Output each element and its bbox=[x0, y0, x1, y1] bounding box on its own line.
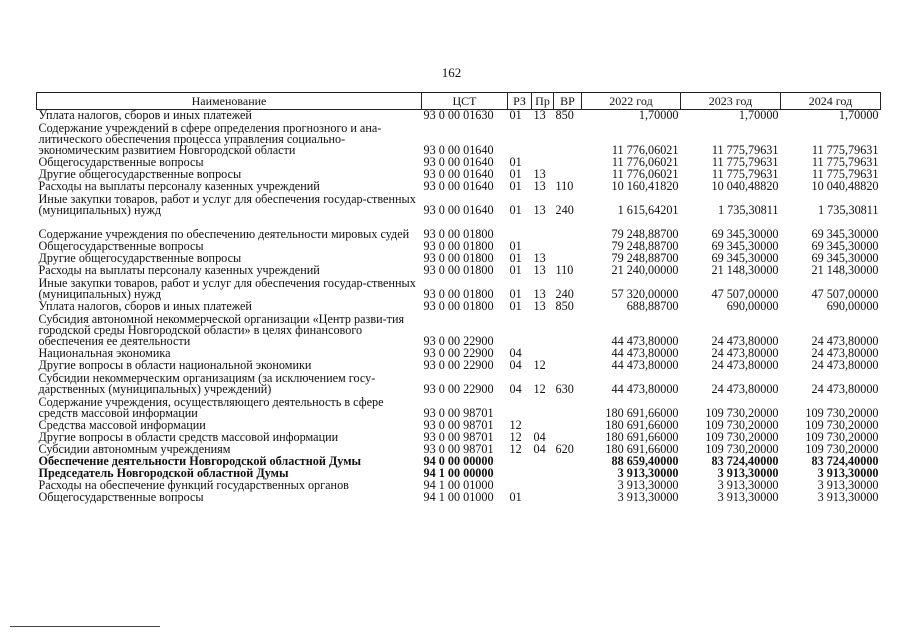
row-name: Общегосударственные вопросы bbox=[38, 155, 204, 170]
row-pr: 13 bbox=[533, 179, 546, 194]
row-2022: 180 691,66000 bbox=[605, 430, 679, 445]
row-2023: 109 730,20000 bbox=[705, 406, 779, 421]
row-vr: 240 bbox=[555, 203, 574, 218]
row-2023: 10 040,48820 bbox=[711, 179, 779, 194]
row-2023: 21 148,30000 bbox=[711, 263, 779, 278]
table-row bbox=[37, 181, 881, 193]
row-rz bbox=[508, 313, 532, 348]
row-2022: 180 691,66000 bbox=[605, 442, 679, 457]
table-row bbox=[37, 360, 881, 372]
row-2023: 109 730,20000 bbox=[705, 430, 779, 445]
row-2022: 11 776,06021 bbox=[611, 155, 679, 170]
row-rz: 12 bbox=[509, 442, 522, 457]
row-cst: 94 0 00 00000 bbox=[423, 454, 494, 469]
row-2023: 69 345,30000 bbox=[711, 251, 779, 266]
row-name: Другие вопросы в области национальной экономики bbox=[38, 358, 312, 373]
row-pr: 13 bbox=[533, 263, 546, 278]
row-rz: 01 bbox=[509, 108, 522, 123]
table-body bbox=[37, 110, 881, 504]
row-rz: 01 bbox=[509, 203, 522, 218]
row-cst: 93 0 00 22900 bbox=[423, 334, 494, 349]
table-row bbox=[37, 110, 881, 122]
row-vr: 240 bbox=[555, 287, 574, 302]
header-vr: ВР bbox=[554, 93, 582, 110]
row-2022: 1 615,64201 bbox=[617, 203, 679, 218]
row-2024: 24 473,80000 bbox=[811, 346, 879, 361]
row-2024: 109 730,20000 bbox=[805, 430, 879, 445]
row-rz: 04 bbox=[509, 346, 522, 361]
row-vr: 110 bbox=[555, 263, 574, 278]
row-2022: 3 913,30000 bbox=[617, 466, 679, 481]
row-name: Иные закупки товаров, работ и услуг для обеспечения государ-ственных (муниципальных) нужд bbox=[38, 191, 416, 218]
row-2024: 24 473,80000 bbox=[811, 358, 879, 373]
row-2022: 688,88700 bbox=[626, 299, 679, 314]
row-name: Другие вопросы в области средств массовой информации bbox=[38, 430, 339, 445]
row-vr: 850 bbox=[555, 299, 574, 314]
row-pr bbox=[532, 313, 554, 348]
row-2022: 44 473,80000 bbox=[611, 346, 679, 361]
row-rz: 12 bbox=[509, 418, 522, 433]
table-row bbox=[37, 193, 881, 217]
row-rz bbox=[508, 122, 532, 157]
row-2023: 24 473,80000 bbox=[711, 346, 779, 361]
row-cst: 93 0 00 98701 bbox=[423, 418, 494, 433]
row-2023: 109 730,20000 bbox=[705, 442, 779, 457]
row-2022: 44 473,80000 bbox=[611, 382, 679, 397]
row-2022: 10 160,41820 bbox=[611, 179, 679, 194]
row-2023: 83 724,40000 bbox=[711, 454, 779, 469]
row-2023: 69 345,30000 bbox=[711, 239, 779, 254]
table-row bbox=[37, 372, 881, 396]
page-number: 162 bbox=[441, 65, 462, 80]
row-cst: 93 0 00 01640 bbox=[423, 143, 494, 158]
row-rz bbox=[508, 217, 532, 241]
table-row bbox=[37, 265, 881, 277]
row-2023: 24 473,80000 bbox=[711, 358, 779, 373]
row-2023: 24 473,80000 bbox=[711, 382, 779, 397]
row-cst: 93 0 00 01800 bbox=[423, 227, 494, 242]
row-vr: 110 bbox=[555, 179, 574, 194]
row-rz: 01 bbox=[509, 251, 522, 266]
row-2022: 3 913,30000 bbox=[617, 478, 679, 493]
row-rz: 01 bbox=[509, 299, 522, 314]
row-cst: 93 0 00 01640 bbox=[423, 179, 494, 194]
row-cst: 93 0 00 01800 bbox=[423, 287, 494, 302]
row-name: Расходы на обеспечение функций государственных органов bbox=[38, 478, 349, 493]
row-2023: 11 775,79631 bbox=[711, 167, 779, 182]
row-2024: 21 148,30000 bbox=[811, 263, 879, 278]
row-2024: 11 775,79631 bbox=[811, 143, 879, 158]
row-rz bbox=[508, 468, 532, 480]
row-2024: 10 040,48820 bbox=[811, 179, 879, 194]
header-rz: РЗ bbox=[508, 93, 532, 110]
row-rz: 01 bbox=[509, 239, 522, 254]
row-pr: 04 bbox=[533, 430, 546, 445]
row-pr: 12 bbox=[533, 358, 546, 373]
row-pr: 13 bbox=[533, 287, 546, 302]
table-row bbox=[37, 313, 881, 348]
row-pr bbox=[532, 492, 554, 504]
budget-table bbox=[36, 92, 881, 504]
row-2022: 57 320,00000 bbox=[611, 287, 679, 302]
row-2022: 1,70000 bbox=[638, 108, 679, 123]
row-2022: 3 913,30000 bbox=[617, 490, 679, 505]
row-2022: 21 240,00000 bbox=[611, 263, 679, 278]
row-rz: 01 bbox=[509, 263, 522, 278]
row-cst: 93 0 00 01640 bbox=[423, 203, 494, 218]
row-name: Средства массовой информации bbox=[38, 418, 206, 433]
table-row bbox=[37, 277, 881, 301]
row-2024: 69 345,30000 bbox=[811, 227, 879, 242]
table-row bbox=[37, 492, 881, 504]
row-rz: 04 bbox=[509, 358, 522, 373]
row-vr bbox=[554, 122, 582, 157]
table-header-row bbox=[37, 93, 881, 110]
row-2024: 11 775,79631 bbox=[811, 155, 879, 170]
row-name: Уплата налогов, сборов и иных платежей bbox=[38, 299, 252, 314]
row-cst: 93 0 00 01630 bbox=[423, 108, 494, 123]
row-cst: 93 0 00 01800 bbox=[423, 299, 494, 314]
row-name: Председатель Новгородской областной Думы bbox=[38, 466, 289, 481]
row-2023: 1 735,30811 bbox=[718, 203, 779, 218]
row-pr bbox=[532, 122, 554, 157]
header-2023: 2023 год bbox=[681, 93, 781, 110]
row-vr bbox=[554, 396, 582, 420]
row-name: Общегосударственные вопросы bbox=[38, 239, 204, 254]
header-cst: ЦСТ bbox=[422, 93, 508, 110]
row-pr bbox=[532, 217, 554, 241]
row-name: Субсидии автономным учреждениям bbox=[38, 442, 231, 457]
row-cst: 93 0 00 98701 bbox=[423, 442, 494, 457]
row-pr: 13 bbox=[533, 108, 546, 123]
table-row bbox=[37, 122, 881, 157]
row-2024: 109 730,20000 bbox=[805, 418, 879, 433]
row-2022: 180 691,66000 bbox=[605, 418, 679, 433]
row-2024: 24 473,80000 bbox=[811, 334, 879, 349]
row-2022: 180 691,66000 bbox=[605, 406, 679, 421]
table-row bbox=[37, 217, 881, 241]
row-name: Содержание учреждений в сфере определения прогнозного и ана-литического обеспечения процесса управления социально-экономическим развитием Новгородской области bbox=[38, 120, 382, 158]
row-2024: 109 730,20000 bbox=[805, 442, 879, 457]
header-pr: Пр bbox=[532, 93, 554, 110]
table-row bbox=[37, 301, 881, 313]
row-2022: 11 776,06021 bbox=[611, 143, 679, 158]
row-rz bbox=[508, 456, 532, 468]
row-2023: 109 730,20000 bbox=[705, 418, 779, 433]
row-name: Субсидия автономной некоммерческой организации «Центр разви-тия городской среды Новгородской области» в целях финансового обеспечения ее деятельности bbox=[38, 311, 405, 349]
row-vr bbox=[554, 360, 582, 372]
row-rz: 01 bbox=[509, 155, 522, 170]
row-cst: 93 0 00 01800 bbox=[423, 239, 494, 254]
row-2023: 11 775,79631 bbox=[711, 143, 779, 158]
row-rz: 01 bbox=[509, 167, 522, 182]
row-vr bbox=[554, 456, 582, 468]
row-2023: 1,70000 bbox=[738, 108, 779, 123]
row-name: Содержание учреждения, осуществляющего деятельность в сфере средств массовой информации bbox=[38, 394, 384, 421]
row-2024: 1 735,30811 bbox=[818, 203, 879, 218]
row-2024: 47 507,00000 bbox=[811, 287, 879, 302]
row-2022: 44 473,80000 bbox=[611, 334, 679, 349]
row-vr bbox=[554, 313, 582, 348]
row-pr: 13 bbox=[533, 299, 546, 314]
row-name: Расходы на выплаты персоналу казенных учреждений bbox=[38, 263, 320, 278]
row-2024: 3 913,30000 bbox=[817, 478, 879, 493]
row-cst: 93 0 00 98701 bbox=[423, 406, 494, 421]
row-2022: 79 248,88700 bbox=[611, 239, 679, 254]
row-pr: 13 bbox=[533, 251, 546, 266]
row-cst: 93 0 00 98701 bbox=[423, 430, 494, 445]
row-pr: 12 bbox=[533, 382, 546, 397]
row-rz: 12 bbox=[509, 430, 522, 445]
row-cst: 93 0 00 22900 bbox=[423, 382, 494, 397]
row-cst: 93 0 00 01640 bbox=[423, 155, 494, 170]
row-vr bbox=[554, 241, 582, 253]
row-vr: 630 bbox=[555, 382, 574, 397]
row-rz: 01 bbox=[509, 179, 522, 194]
row-2023: 24 473,80000 bbox=[711, 334, 779, 349]
row-2024: 3 913,30000 bbox=[817, 466, 879, 481]
row-2022: 11 776,06021 bbox=[611, 167, 679, 182]
row-pr bbox=[532, 456, 554, 468]
row-vr bbox=[554, 480, 582, 492]
row-2024: 109 730,20000 bbox=[805, 406, 879, 421]
row-vr: 850 bbox=[555, 108, 574, 123]
row-name: Национальная экономика bbox=[38, 346, 171, 361]
row-2024: 69 345,30000 bbox=[811, 251, 879, 266]
row-2022: 79 248,88700 bbox=[611, 251, 679, 266]
row-pr bbox=[532, 480, 554, 492]
row-pr bbox=[532, 396, 554, 420]
row-cst: 93 0 00 22900 bbox=[423, 346, 494, 361]
row-vr bbox=[554, 468, 582, 480]
row-vr bbox=[554, 157, 582, 169]
row-2022: 79 248,88700 bbox=[611, 227, 679, 242]
row-2024: 24 473,80000 bbox=[811, 382, 879, 397]
table-row bbox=[37, 396, 881, 420]
row-2024: 83 724,40000 bbox=[811, 454, 879, 469]
row-name: Иные закупки товаров, работ и услуг для обеспечения государ-ственных (муниципальных) нужд bbox=[38, 275, 416, 302]
row-rz: 01 bbox=[509, 287, 522, 302]
row-name: Обеспечение деятельности Новгородской областной Думы bbox=[38, 454, 362, 469]
row-2024: 69 345,30000 bbox=[811, 239, 879, 254]
row-2023: 3 913,30000 bbox=[717, 490, 779, 505]
row-cst: 93 0 00 01640 bbox=[423, 167, 494, 182]
row-vr bbox=[554, 217, 582, 241]
row-2024: 3 913,30000 bbox=[817, 490, 879, 505]
row-2023: 69 345,30000 bbox=[711, 227, 779, 242]
row-name: Другие общегосударственные вопросы bbox=[38, 167, 242, 182]
row-cst: 93 0 00 22900 bbox=[423, 358, 494, 373]
row-rz bbox=[508, 396, 532, 420]
row-pr: 13 bbox=[533, 203, 546, 218]
row-cst: 93 0 00 01800 bbox=[423, 263, 494, 278]
row-cst: 94 1 00 01000 bbox=[423, 478, 494, 493]
row-2022: 88 659,40000 bbox=[611, 454, 679, 469]
header-2022: 2022 год bbox=[582, 93, 681, 110]
row-name: Субсидии некоммерческим организациям (за исключением госу-дарственных (муниципальных) учреждений) bbox=[38, 370, 376, 397]
row-2023: 11 775,79631 bbox=[711, 155, 779, 170]
row-2022: 44 473,80000 bbox=[611, 358, 679, 373]
row-vr bbox=[554, 348, 582, 360]
header-name: Наименование bbox=[37, 93, 422, 110]
row-pr: 13 bbox=[533, 167, 546, 182]
row-2023: 47 507,00000 bbox=[711, 287, 779, 302]
row-name: Общегосударственные вопросы bbox=[38, 490, 204, 505]
row-2023: 3 913,30000 bbox=[717, 466, 779, 481]
row-rz: 01 bbox=[509, 490, 522, 505]
row-vr bbox=[554, 492, 582, 504]
row-2023: 690,00000 bbox=[726, 299, 779, 314]
row-2024: 11 775,79631 bbox=[811, 167, 879, 182]
header-2024: 2024 год bbox=[781, 93, 881, 110]
row-rz: 04 bbox=[509, 382, 522, 397]
row-name: Уплата налогов, сборов и иных платежей bbox=[38, 108, 252, 123]
row-cst: 94 1 00 00000 bbox=[423, 466, 494, 481]
row-cst: 93 0 00 01800 bbox=[423, 251, 494, 266]
footer-rule bbox=[10, 626, 160, 627]
row-name: Другие общегосударственные вопросы bbox=[38, 251, 242, 266]
row-name: Содержание учреждения по обеспечению деятельности мировых судей bbox=[38, 227, 410, 242]
row-cst: 94 1 00 01000 bbox=[423, 490, 494, 505]
row-vr bbox=[554, 420, 582, 432]
row-vr: 620 bbox=[555, 442, 574, 457]
row-2023: 3 913,30000 bbox=[717, 478, 779, 493]
row-2024: 690,00000 bbox=[826, 299, 879, 314]
row-name: Расходы на выплаты персоналу казенных учреждений bbox=[38, 179, 320, 194]
row-2024: 1,70000 bbox=[838, 108, 879, 123]
row-pr bbox=[532, 468, 554, 480]
row-pr: 04 bbox=[533, 442, 546, 457]
